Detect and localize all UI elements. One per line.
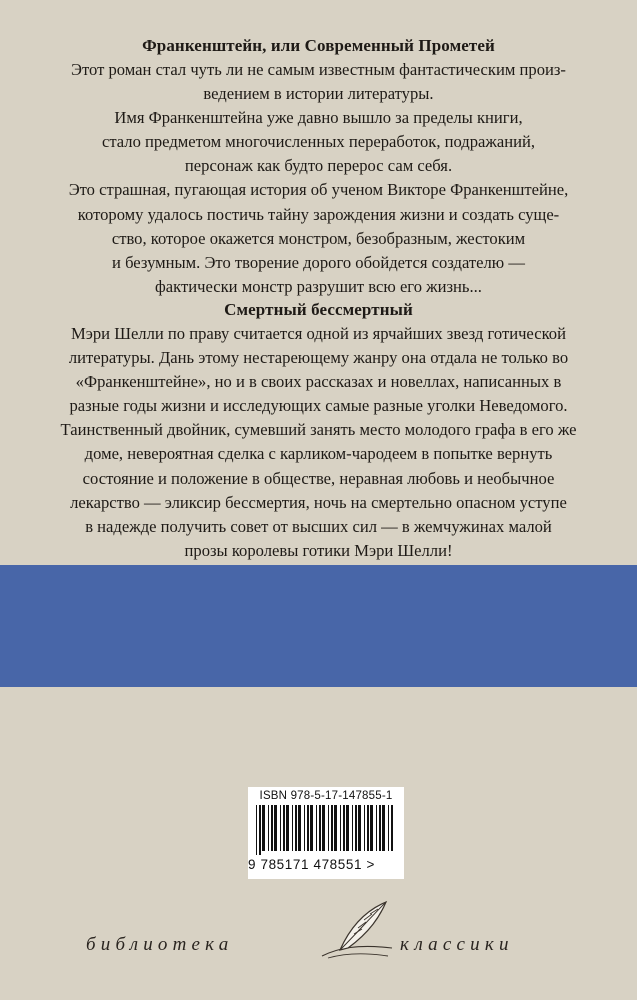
barcode-bar bbox=[379, 805, 381, 851]
barcode-label bbox=[248, 787, 404, 879]
barcode-bar bbox=[352, 805, 353, 851]
barcode-bar bbox=[364, 805, 365, 851]
text-line: фактически монстр разрушит всю его жизнь... bbox=[155, 276, 482, 296]
barcode-bar bbox=[298, 805, 301, 851]
barcode-bar bbox=[370, 805, 373, 851]
text-line: в надежде получить совет от высших сил — в жемчужинах малой bbox=[85, 516, 552, 536]
text-line: которому удалось постичь тайну зарождения жизни и создать суще- bbox=[77, 204, 560, 224]
text-line: Этот роман стал чуть ли не самым известным фантастическим произ- bbox=[71, 60, 566, 79]
barcode-bar bbox=[355, 805, 357, 851]
text-line: состояние и положение в обществе, неравная любовь и необычное bbox=[82, 468, 555, 488]
barcode-bar bbox=[307, 805, 309, 851]
text-line: доме, невероятная сделка с карликом-чародеем в попытке вернуть bbox=[84, 444, 553, 464]
barcode-bar bbox=[310, 805, 313, 851]
barcode-bar bbox=[334, 805, 337, 851]
isbn-text: ISBN 978-5-17-147855-1 bbox=[259, 790, 393, 802]
text-line: разные годы жизни и исследующих самые разные уголки Неведомого. bbox=[69, 396, 568, 416]
barcode-bar bbox=[304, 805, 305, 851]
text-line: персонаж как будто перерос сам себя. bbox=[184, 156, 453, 176]
barcode-bar bbox=[343, 805, 345, 851]
barcode-bar bbox=[382, 805, 385, 851]
barcode-bar bbox=[268, 805, 269, 851]
barcode-bar bbox=[292, 805, 293, 851]
text-line: лекарство — эликсир бессмертия, ночь на смертельно опасном уступе bbox=[70, 492, 567, 512]
barcode-bar bbox=[295, 805, 297, 851]
section-mortal-immortal bbox=[28, 298, 609, 563]
text-line: Мэри Шелли по праву считается одной из ярчайших звезд готической bbox=[71, 324, 566, 343]
barcode-bar bbox=[367, 805, 369, 851]
barcode-bar bbox=[316, 805, 317, 851]
series-word-classics: классики bbox=[400, 934, 514, 955]
text-line: прозы королевы готики Мэри Шелли! bbox=[184, 540, 453, 560]
barcode-bar bbox=[280, 805, 281, 851]
text-line: ство, которое окажется монстром, безобразным, жестоким bbox=[111, 228, 526, 248]
text-line: Имя Франкенштейна уже давно вышло за пределы книги, bbox=[114, 108, 523, 128]
barcode-bar bbox=[256, 805, 257, 855]
section-title: Франкенштейн, или Современный Прометей bbox=[142, 36, 495, 55]
barcode-bar bbox=[391, 805, 393, 851]
barcode-bar bbox=[283, 805, 285, 851]
text-line: стало предметом многочисленных переработок, подражаний, bbox=[101, 132, 536, 152]
barcode-digits: 9 785171 478551 > bbox=[248, 857, 375, 872]
text-line: литературы. Дань этому нестареющему жанру она отдала не только во bbox=[68, 348, 569, 368]
barcode-bar bbox=[340, 805, 341, 851]
text-line: «Франкенштейне», но и в своих рассказах и новеллах, написанных в bbox=[75, 372, 562, 392]
barcode-bar bbox=[346, 805, 349, 851]
text-line: Таинственный двойник, сумевший занять место молодого графа в его же bbox=[60, 420, 577, 440]
barcode-bar bbox=[271, 805, 273, 851]
barcode-bar bbox=[358, 805, 361, 851]
barcode-bar bbox=[274, 805, 277, 851]
barcode-bar bbox=[376, 805, 377, 851]
section-title: Смертный бессмертный bbox=[224, 300, 413, 319]
barcode-bar bbox=[331, 805, 333, 851]
text-line: Это страшная, пугающая история об ученом Викторе Франкенштейне, bbox=[68, 180, 569, 200]
barcode-bar bbox=[259, 805, 261, 855]
barcode-icon bbox=[254, 805, 398, 855]
text-line: и безумным. Это творение дорого обойдется создателю — bbox=[112, 252, 525, 272]
barcode-bar bbox=[286, 805, 289, 851]
section-frankenstein bbox=[28, 34, 609, 299]
quill-icon bbox=[318, 898, 398, 964]
barcode-bar bbox=[322, 805, 325, 851]
barcode-bar bbox=[328, 805, 329, 851]
text-line: ведением в истории литературы. bbox=[203, 84, 434, 104]
barcode-bar bbox=[262, 805, 265, 851]
blue-band bbox=[0, 565, 637, 687]
barcode-bar bbox=[388, 805, 389, 851]
barcode-bar bbox=[319, 805, 321, 851]
series-word-library: библиотека bbox=[86, 934, 234, 955]
